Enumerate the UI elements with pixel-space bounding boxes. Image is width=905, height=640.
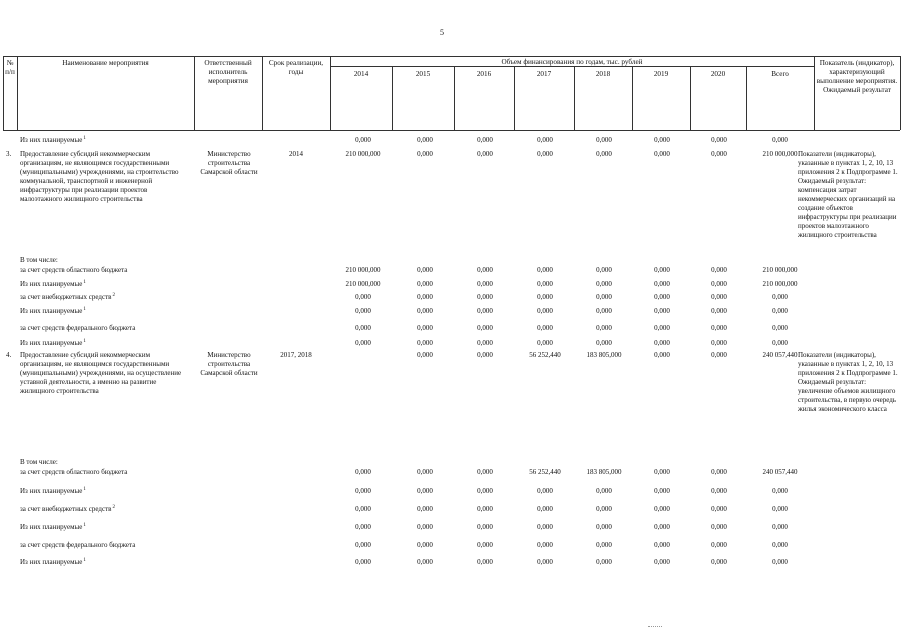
row-value-Всего: 0,000 — [772, 487, 788, 495]
row-label-text: за счет внебюджетных средств — [20, 505, 112, 513]
table-row — [0, 150, 905, 162]
row-value-2018: 183 805,000 — [586, 468, 622, 476]
scan-mark — [648, 626, 662, 627]
row-value-2018: 183 805,000 — [586, 351, 622, 359]
table-row — [0, 136, 905, 148]
row-value-2020: 0,000 — [711, 307, 727, 315]
row-value-2018: 0,000 — [596, 150, 612, 158]
row-value-2015: 0,000 — [417, 324, 433, 332]
row-label — [20, 136, 86, 145]
year-2016: 2016 — [476, 70, 492, 78]
row-label-text: за счет средств федерального бюджета — [20, 324, 136, 332]
row-value-2016: 0,000 — [477, 280, 493, 288]
table-row — [0, 505, 905, 517]
row-value-2015: 0,000 — [417, 541, 433, 549]
footnote-mark: 2 — [112, 293, 115, 298]
row-value-2018: 0,000 — [596, 541, 612, 549]
row-value-Всего: 0,000 — [772, 505, 788, 513]
year-2015: 2015 — [415, 70, 431, 78]
row-value-2015: 0,000 — [417, 293, 433, 301]
row-value-2016: 0,000 — [477, 266, 493, 274]
table-row — [0, 324, 905, 336]
row-label — [20, 523, 86, 532]
row-value-2017: 0,000 — [537, 487, 553, 495]
table-row — [0, 266, 905, 278]
row-value-2015: 0,000 — [417, 558, 433, 566]
row-value-2019: 0,000 — [654, 558, 670, 566]
row-value-2020: 0,000 — [711, 351, 727, 359]
row-value-2015: 0,000 — [417, 468, 433, 476]
row-value-2014: 0,000 — [355, 324, 371, 332]
row-value-Всего: 0,000 — [772, 523, 788, 531]
table-row — [0, 541, 905, 553]
row-value-2016: 0,000 — [477, 339, 493, 347]
item4-indicator: Показатели (индикаторы), указанные в пунктах 1, 2, 10, 13 приложения 2 к Подпрограмме 1. Ожидаемый результат: увеличение объемов жилищного строительства, в первую очередь жилья экономического класса — [798, 351, 898, 413]
header-indicator: Показатель (индикатор), характеризующий выполнение мероприятия. Ожидаемый результат — [816, 59, 898, 94]
year-2020: 2020 — [710, 70, 726, 78]
row-label-text: Из них планируемые — [20, 487, 83, 495]
row-value-Всего: 240 057,440 — [762, 468, 798, 476]
table-row — [0, 523, 905, 535]
row-value-2016: 0,000 — [477, 505, 493, 513]
item3-including: В том числе: — [20, 256, 58, 264]
header-name: Наименование мероприятия — [62, 59, 149, 67]
row-label — [20, 339, 86, 348]
row-value-2019: 0,000 — [654, 280, 670, 288]
row-value-2020: 0,000 — [711, 293, 727, 301]
item3-indicator: Показатели (индикаторы), указанные в пунктах 1, 2, 10, 13 приложения 2 к Подпрограмме 1. Ожидаемый результат: компенсация затрат некоммерческих организаций на создание объектов инфраструктуры при реализации проектов малоэтажного жилищного строительства — [798, 150, 898, 239]
item4-responsible: Министерство строительства Самарской области — [200, 351, 258, 377]
row-value-2019: 0,000 — [654, 293, 670, 301]
footnote-mark: 1 — [83, 307, 86, 312]
item4-term: 2017, 2018 — [280, 351, 312, 359]
row-value-2020: 0,000 — [711, 266, 727, 274]
row-value-2018: 0,000 — [596, 558, 612, 566]
row-value-2018: 0,000 — [596, 266, 612, 274]
row-value-2017: 0,000 — [537, 558, 553, 566]
year-2019: 2019 — [653, 70, 669, 78]
row-value-2017: 0,000 — [537, 541, 553, 549]
footnote-mark: 1 — [83, 558, 86, 563]
row-value-2020: 0,000 — [711, 505, 727, 513]
row-value-2014: 0,000 — [355, 339, 371, 347]
row-value-Всего: 0,000 — [772, 541, 788, 549]
table-row — [0, 558, 905, 570]
row-value-2016: 0,000 — [477, 150, 493, 158]
row-label — [20, 541, 135, 550]
row-value-2019: 0,000 — [654, 541, 670, 549]
row-value-2020: 0,000 — [711, 280, 727, 288]
row-value-2018: 0,000 — [596, 280, 612, 288]
row-label-text: Из них планируемые — [20, 558, 83, 566]
row-value-2017: 56 252,440 — [529, 468, 561, 476]
footnote-mark: 2 — [112, 505, 115, 510]
row-value-2019: 0,000 — [654, 468, 670, 476]
row-label — [20, 307, 86, 316]
row-value-2020: 0,000 — [711, 558, 727, 566]
row-value-2016: 0,000 — [477, 558, 493, 566]
row-value-2019: 0,000 — [654, 505, 670, 513]
row-value-2019: 0,000 — [654, 266, 670, 274]
footnote-mark: 1 — [83, 136, 86, 141]
row-value-2014: 0,000 — [355, 523, 371, 531]
row-value-2019: 0,000 — [654, 487, 670, 495]
table-row — [0, 487, 905, 499]
row-value-2017: 0,000 — [537, 280, 553, 288]
row-value-2017: 0,000 — [537, 505, 553, 513]
row-value-2017: 0,000 — [537, 324, 553, 332]
row-value-2017: 56 252,440 — [529, 351, 561, 359]
row-value-2014: 0,000 — [355, 541, 371, 549]
row-value-2014: 210 000,000 — [345, 280, 381, 288]
table-row — [0, 339, 905, 351]
row-value-2019: 0,000 — [654, 351, 670, 359]
row-value-2014: 0,000 — [355, 558, 371, 566]
row-value-2017: 0,000 — [537, 266, 553, 274]
row-value-Всего: 0,000 — [772, 136, 788, 144]
page-number: 5 — [440, 28, 444, 37]
row-value-2018: 0,000 — [596, 339, 612, 347]
item4-including: В том числе: — [20, 458, 58, 466]
row-label — [20, 324, 135, 333]
row-value-2018: 0,000 — [596, 136, 612, 144]
row-label — [20, 558, 86, 567]
row-value-2015: 0,000 — [417, 339, 433, 347]
row-value-2014: 0,000 — [355, 307, 371, 315]
row-value-2016: 0,000 — [477, 487, 493, 495]
row-value-2020: 0,000 — [711, 487, 727, 495]
table-header — [0, 0, 905, 135]
table-row — [0, 293, 905, 305]
row-value-2020: 0,000 — [711, 136, 727, 144]
row-label-text: за счет средств областного бюджета — [20, 468, 128, 476]
row-value-Всего: 0,000 — [772, 293, 788, 301]
row-value-2016: 0,000 — [477, 351, 493, 359]
row-label-text: за счет внебюджетных средств — [20, 293, 112, 301]
item4-name: Предоставление субсидий некоммерческим организациям, не являющимся государственными (муниципальными) учреждениями, на осуществление уставной деятельности, а именно на развитие жилищного строительства — [20, 351, 182, 395]
row-label-text: Из них планируемые — [20, 136, 83, 144]
row-label-text: Из них планируемые — [20, 280, 83, 288]
row-value-2020: 0,000 — [711, 324, 727, 332]
table-row — [0, 351, 905, 363]
header-responsible: Ответственный исполнитель мероприятия — [204, 59, 252, 85]
year-total: Всего — [771, 70, 789, 78]
row-value-2015: 0,000 — [417, 523, 433, 531]
row-value-Всего: 0,000 — [772, 558, 788, 566]
row-value-Всего: 0,000 — [772, 324, 788, 332]
row-value-Всего: 210 000,000 — [762, 266, 798, 274]
row-value-2017: 0,000 — [537, 307, 553, 315]
row-value-2017: 0,000 — [537, 339, 553, 347]
row-value-2015: 0,000 — [417, 266, 433, 274]
item3-responsible: Министерство строительства Самарской области — [200, 150, 258, 176]
row-value-2014: 0,000 — [355, 487, 371, 495]
row-value-2016: 0,000 — [477, 541, 493, 549]
row-value-2020: 0,000 — [711, 523, 727, 531]
row-label-text: за счет средств федерального бюджета — [20, 541, 136, 549]
item3-number: 3. — [6, 150, 12, 158]
row-value-2019: 0,000 — [654, 324, 670, 332]
row-label — [20, 505, 115, 514]
header-num: № п/п — [5, 59, 15, 76]
header-financing: Объем финансирования по годам, тыс. рублей — [501, 58, 643, 66]
item3-term: 2014 — [289, 150, 303, 158]
row-value-Всего: 210 000,000 — [762, 280, 798, 288]
row-value-2014: 0,000 — [355, 468, 371, 476]
row-value-2014: 210 000,000 — [345, 266, 381, 274]
row-value-2015: 0,000 — [417, 280, 433, 288]
header-bottom-border — [3, 130, 900, 131]
footnote-mark: 1 — [83, 523, 86, 528]
header-top-border — [3, 56, 900, 57]
row-value-2014: 0,000 — [355, 136, 371, 144]
row-value-2015: 0,000 — [417, 487, 433, 495]
row-value-Всего: 0,000 — [772, 307, 788, 315]
row-value-2015: 0,000 — [417, 150, 433, 158]
row-value-Всего: 240 057,440 — [762, 351, 798, 359]
row-value-2016: 0,000 — [477, 136, 493, 144]
table-row — [0, 307, 905, 319]
row-value-2016: 0,000 — [477, 468, 493, 476]
row-value-Всего: 210 000,000 — [762, 150, 798, 158]
row-value-2018: 0,000 — [596, 487, 612, 495]
row-value-Всего: 0,000 — [772, 339, 788, 347]
row-label-text: Из них планируемые — [20, 339, 83, 347]
row-value-2014: 0,000 — [355, 505, 371, 513]
row-value-2016: 0,000 — [477, 293, 493, 301]
row-label-text: Из них планируемые — [20, 523, 83, 531]
row-label — [20, 468, 127, 477]
footnote-mark: 1 — [83, 339, 86, 344]
year-2018: 2018 — [595, 70, 611, 78]
row-label — [20, 487, 86, 496]
row-value-2017: 0,000 — [537, 293, 553, 301]
row-value-2016: 0,000 — [477, 523, 493, 531]
row-value-2019: 0,000 — [654, 339, 670, 347]
table-row — [0, 468, 905, 480]
header-term: Срок реализации, годы — [268, 59, 324, 76]
row-value-2016: 0,000 — [477, 324, 493, 332]
row-value-2017: 0,000 — [537, 150, 553, 158]
item3-name: Предоставление субсидий некоммерческим организациям, не являющимся государственными (муниципальными) учреждениями, на строительство коммунальной, транспортной и инженерной инфраструктуры при реализации проектов малоэтажного жилищного строительства — [20, 150, 179, 203]
row-value-2015: 0,000 — [417, 505, 433, 513]
row-value-2017: 0,000 — [537, 136, 553, 144]
footnote-mark: 1 — [83, 487, 86, 492]
row-value-2015: 0,000 — [417, 351, 433, 359]
row-label — [20, 280, 86, 289]
row-label-text: за счет средств областного бюджета — [20, 266, 128, 274]
row-value-2014: 0,000 — [355, 293, 371, 301]
table-row — [0, 280, 905, 292]
row-value-2019: 0,000 — [654, 307, 670, 315]
row-value-2015: 0,000 — [417, 307, 433, 315]
year-2017: 2017 — [536, 70, 552, 78]
year-2014: 2014 — [353, 70, 369, 78]
row-value-2019: 0,000 — [654, 136, 670, 144]
row-label-text: Из них планируемые — [20, 307, 83, 315]
row-value-2014: 210 000,000 — [345, 150, 381, 158]
row-value-2018: 0,000 — [596, 307, 612, 315]
row-value-2019: 0,000 — [654, 523, 670, 531]
row-value-2018: 0,000 — [596, 505, 612, 513]
item4-number: 4. — [6, 351, 12, 359]
row-value-2020: 0,000 — [711, 541, 727, 549]
row-value-2017: 0,000 — [537, 523, 553, 531]
footnote-mark: 1 — [83, 280, 86, 285]
row-value-2015: 0,000 — [417, 136, 433, 144]
row-label — [20, 266, 127, 275]
row-value-2016: 0,000 — [477, 307, 493, 315]
row-value-2020: 0,000 — [711, 468, 727, 476]
row-value-2020: 0,000 — [711, 339, 727, 347]
row-value-2019: 0,000 — [654, 150, 670, 158]
row-value-2018: 0,000 — [596, 293, 612, 301]
row-value-2020: 0,000 — [711, 150, 727, 158]
row-value-2018: 0,000 — [596, 324, 612, 332]
row-label — [20, 293, 115, 302]
row-value-2018: 0,000 — [596, 523, 612, 531]
